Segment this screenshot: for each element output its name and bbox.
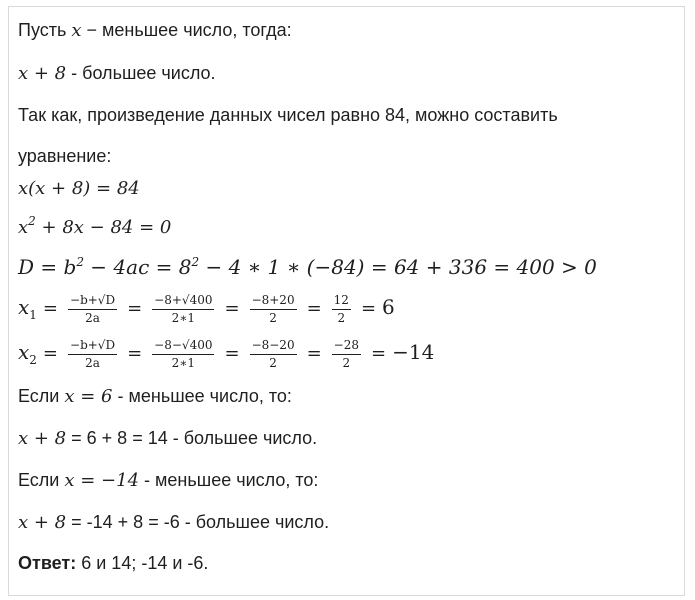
- math-expression: x + 8: [18, 428, 67, 449]
- math-expression: − 4ac = 8: [83, 255, 192, 279]
- denominator: 2∗1: [171, 311, 196, 326]
- discriminant-line: [18, 255, 597, 279]
- exponent: 2: [76, 255, 84, 269]
- text: - меньшее число, то:: [139, 470, 319, 490]
- text: = 6 + 8 = 14 - большее число.: [66, 428, 318, 448]
- equals-sign: =: [360, 298, 377, 319]
- fraction: [332, 293, 351, 325]
- numerator: −8+√400: [152, 293, 214, 310]
- fraction: [152, 293, 214, 325]
- equals-sign: =: [306, 298, 322, 319]
- fraction: [152, 338, 214, 370]
- numerator: 12: [332, 293, 351, 310]
- math-expression: x = 6: [64, 386, 113, 407]
- numerator: −b+√D: [68, 293, 117, 310]
- equals-sign: =: [127, 343, 143, 364]
- denominator: 2: [269, 356, 277, 371]
- fraction: [250, 338, 297, 370]
- math-expression: + 8x − 84 = 0: [35, 217, 172, 238]
- root-value: −14: [392, 340, 435, 364]
- text: - меньшее число, то:: [112, 386, 292, 406]
- math-var: x: [18, 340, 30, 364]
- text-line-11: [18, 426, 317, 451]
- equals-sign: =: [224, 298, 240, 319]
- math-expression: D = b: [18, 255, 77, 279]
- text-line-4: уравнение:: [18, 146, 112, 166]
- exponent: 2: [191, 255, 200, 269]
- text-line-1: [18, 18, 292, 43]
- text: − меньшее число, тогда:: [81, 20, 292, 40]
- fraction: [250, 293, 297, 325]
- denominator: 2: [342, 356, 351, 371]
- text-line-10: [18, 384, 292, 409]
- denominator: 2: [337, 311, 346, 326]
- text: - большее число.: [66, 63, 216, 83]
- equals-sign: =: [306, 343, 322, 364]
- math-var: x: [18, 295, 30, 319]
- equals-sign: =: [42, 343, 59, 364]
- numerator: −8−√400: [152, 338, 214, 355]
- root-x1-line: [18, 289, 395, 327]
- text-line-12: [18, 468, 318, 493]
- text-line-13: [18, 510, 329, 535]
- answer-text: 6 и 14; -14 и -6.: [76, 553, 209, 573]
- equation-line-1: x(x + 8) = 84: [18, 178, 140, 199]
- numerator: −8−20: [250, 338, 297, 355]
- equals-sign: =: [42, 298, 59, 319]
- equals-sign: =: [127, 298, 143, 319]
- math-expression: x + 8: [18, 63, 67, 84]
- fraction: [332, 338, 361, 370]
- numerator: −b+√D: [68, 338, 117, 355]
- numerator: −8+20: [250, 293, 297, 310]
- math-expression: − 4 ∗ 1 ∗ (−84) = 64 + 336 = 400 > 0: [199, 255, 597, 279]
- math-var: x: [71, 20, 82, 41]
- denominator: 2a: [85, 356, 100, 371]
- text-line-2: [18, 61, 216, 86]
- text: Если: [18, 386, 65, 406]
- subscript: 2: [29, 353, 37, 367]
- fraction: [68, 338, 117, 370]
- denominator: 2a: [85, 311, 100, 326]
- denominator: 2∗1: [171, 356, 196, 371]
- equation-line-2: [18, 216, 171, 240]
- denominator: 2: [269, 311, 277, 326]
- numerator: −28: [332, 338, 361, 355]
- text: = -14 + 8 = -6 - большее число.: [66, 512, 330, 532]
- math-expression: x + 8: [18, 512, 67, 533]
- fraction: [68, 293, 117, 325]
- subscript: 1: [29, 308, 37, 322]
- math-var: x: [18, 217, 29, 238]
- math-expression: x = −14: [64, 470, 140, 491]
- equals-sign: =: [224, 343, 240, 364]
- answer-line: [18, 551, 208, 575]
- equals-sign: =: [371, 343, 387, 364]
- exponent: 2: [28, 214, 36, 228]
- root-x2-line: [18, 334, 434, 372]
- text: Если: [18, 470, 65, 490]
- root-value: 6: [382, 295, 395, 319]
- answer-label: Ответ:: [18, 553, 77, 573]
- text-line-3: Так как, произведение данных чисел равно 84, можно составить: [18, 105, 558, 125]
- text: Пусть: [18, 20, 72, 40]
